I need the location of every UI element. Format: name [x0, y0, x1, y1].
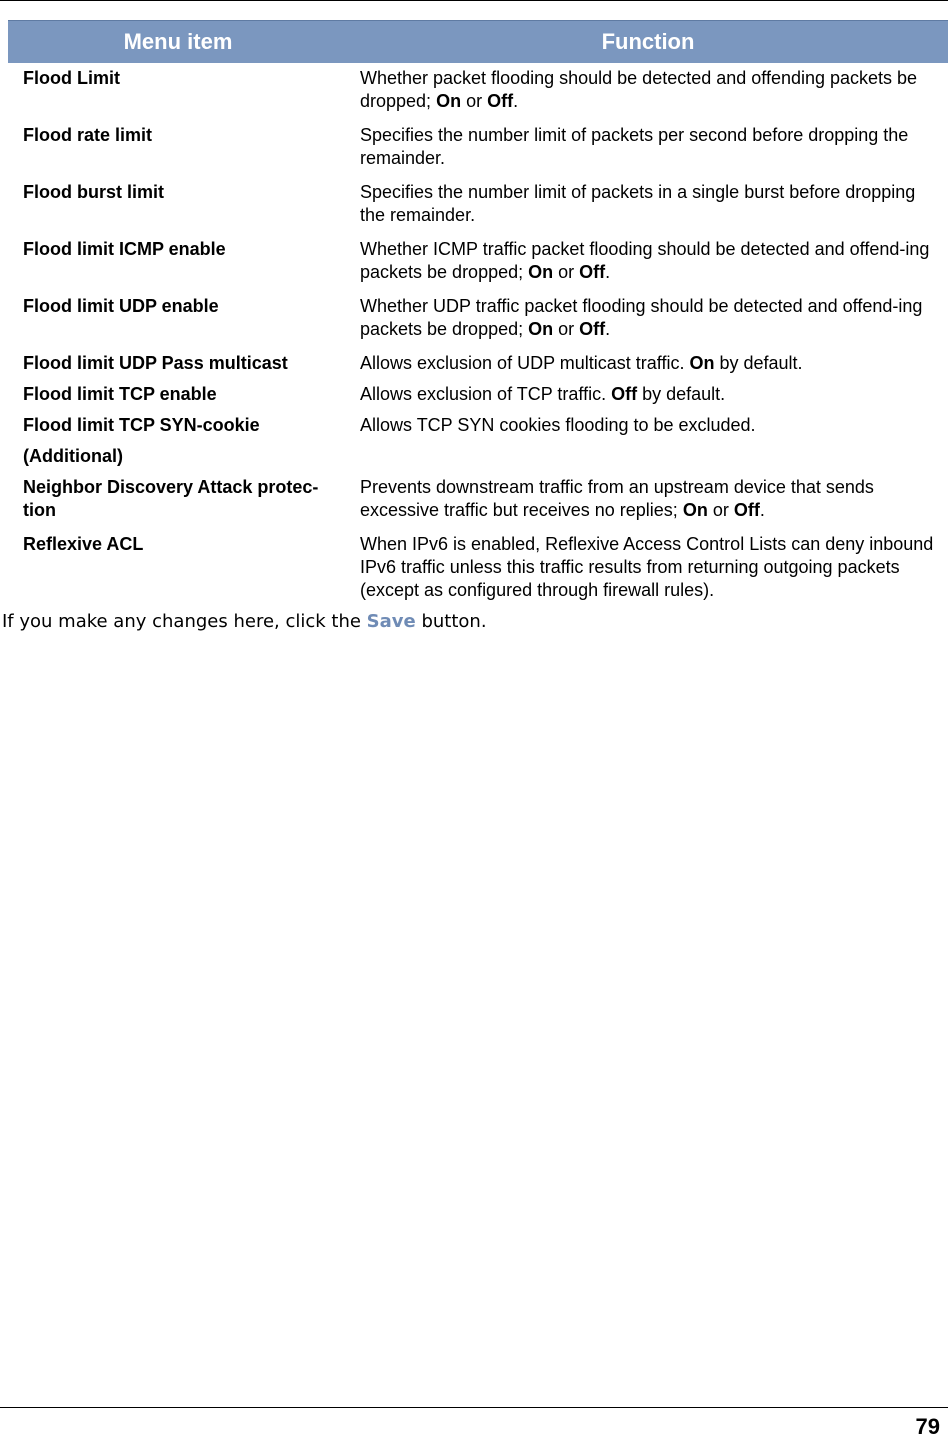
menu-item-cell: Neighbor Discovery Attack protec-tion — [23, 477, 319, 520]
function-cell — [348, 348, 948, 379]
function-cell — [348, 410, 948, 441]
menu-item-cell: Flood limit TCP SYN-cookie — [23, 415, 260, 435]
function-cell — [348, 234, 948, 291]
table-row — [8, 379, 948, 410]
menu-function-table-container — [8, 20, 948, 609]
function-text: Specifies the number limit of packets per second before dropping the remainder. — [360, 125, 909, 168]
menu-item-cell: Reflexive ACL — [23, 534, 144, 554]
function-cell — [348, 379, 948, 410]
function-value-keyword: Off — [733, 500, 760, 520]
table-row — [8, 177, 948, 234]
function-text: or — [707, 500, 734, 520]
function-value-keyword: On — [436, 91, 462, 111]
save-instruction-after: button. — [415, 611, 487, 632]
menu-item-cell: (Additional) — [23, 446, 123, 466]
menu-item-cell: Flood limit UDP Pass multicast — [23, 353, 288, 373]
table-body — [8, 63, 948, 609]
function-text: . — [605, 262, 611, 282]
function-cell — [348, 291, 948, 348]
menu-item-cell: Flood burst limit — [23, 182, 164, 202]
function-value-keyword: Off — [579, 319, 606, 339]
function-cell — [348, 441, 948, 472]
function-cell — [348, 63, 948, 120]
function-cell — [348, 472, 948, 529]
function-text: Whether packet flooding should be detected and offending packets be dropped; — [360, 68, 918, 111]
function-value-keyword: Off — [611, 384, 638, 404]
function-value-keyword: Off — [579, 262, 606, 282]
table-row — [8, 472, 948, 529]
function-text: Allows exclusion of TCP traffic. — [360, 384, 612, 404]
function-value-keyword: Off — [487, 91, 514, 111]
table-row — [8, 410, 948, 441]
function-cell — [348, 529, 948, 609]
table-row — [8, 63, 948, 120]
function-text: . — [605, 319, 611, 339]
function-text: or — [553, 262, 580, 282]
function-text: Whether UDP traffic packet flooding should be detected and offend-ing packets be dropped; — [360, 296, 923, 339]
function-text: Whether ICMP traffic packet flooding should be detected and offend-ing packets be dropped; — [360, 239, 930, 282]
function-value-keyword: On — [682, 500, 708, 520]
top-rule — [0, 0, 948, 1]
menu-item-header: Menu item — [8, 21, 348, 64]
menu-item-cell: Flood rate limit — [23, 125, 153, 145]
function-text: Allows exclusion of UDP multicast traffic. — [360, 353, 690, 373]
function-text: or — [553, 319, 580, 339]
save-instruction — [2, 611, 487, 632]
function-text: . — [759, 500, 765, 520]
table-row — [8, 348, 948, 379]
table-row — [8, 120, 948, 177]
footer-rule — [0, 1407, 948, 1408]
page-number: 79 — [915, 1414, 940, 1439]
menu-item-cell: Flood limit ICMP enable — [23, 239, 226, 259]
function-text: Prevents downstream traffic from an upstream device that sends excessive traffic but receives no replies; — [360, 477, 874, 520]
function-value-keyword: On — [528, 262, 554, 282]
save-button-reference: Save — [366, 611, 416, 632]
function-text: or — [461, 91, 488, 111]
table-header-row — [8, 21, 948, 64]
function-text: by default. — [714, 353, 803, 373]
table-row — [8, 441, 948, 472]
menu-function-table — [8, 20, 948, 609]
function-value-keyword: On — [689, 353, 715, 373]
function-value-keyword: On — [528, 319, 554, 339]
function-text: by default. — [637, 384, 726, 404]
function-text: . — [513, 91, 519, 111]
function-cell — [348, 177, 948, 234]
table-row — [8, 291, 948, 348]
menu-item-cell: Flood Limit — [23, 68, 120, 88]
function-text: Allows TCP SYN cookies flooding to be excluded. — [360, 415, 756, 435]
function-text: When IPv6 is enabled, Reflexive Access Control Lists can deny inbound IPv6 traffic unless this traffic results from returning outgoing packets (except as configured through firewall rules). — [360, 534, 934, 600]
table-row — [8, 529, 948, 609]
function-text: Specifies the number limit of packets in a single burst before dropping the remainder. — [360, 182, 916, 225]
save-instruction-before: If you make any changes here, click the — [2, 611, 367, 632]
menu-item-cell: Flood limit UDP enable — [23, 296, 219, 316]
table-row — [8, 234, 948, 291]
menu-item-cell: Flood limit TCP enable — [23, 384, 217, 404]
function-header: Function — [348, 21, 948, 64]
function-cell — [348, 120, 948, 177]
